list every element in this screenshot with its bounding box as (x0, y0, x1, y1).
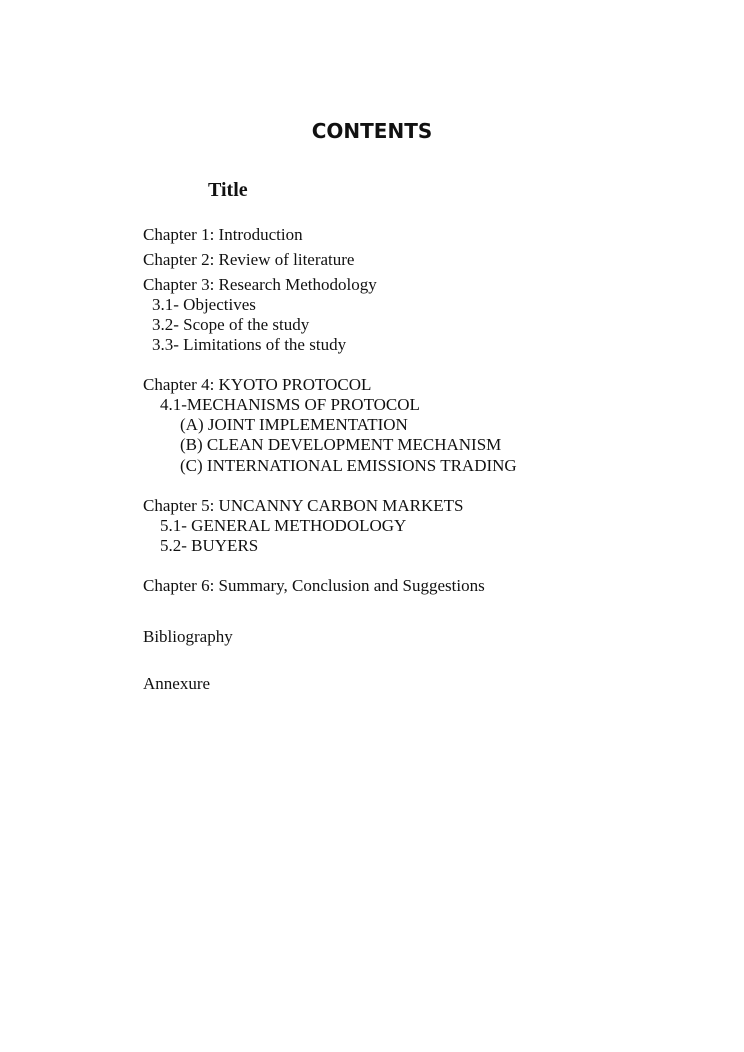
toc-bibliography: Bibliography (143, 627, 233, 646)
toc-subsection-c: (C) INTERNATIONAL EMISSIONS TRADING (180, 456, 517, 475)
page-heading: CONTENTS (311, 119, 433, 143)
toc-subsection-a: (A) JOINT IMPLEMENTATION (180, 415, 408, 434)
toc-subsection-b: (B) CLEAN DEVELOPMENT MECHANISM (180, 435, 502, 454)
toc-chapter-1: Chapter 1: Introduction (143, 225, 303, 244)
toc-section-3-3: 3.3- Limitations of the study (152, 335, 347, 354)
toc-section-3-2: 3.2- Scope of the study (152, 315, 310, 334)
toc-chapter-5: Chapter 5: UNCANNY CARBON MARKETS (143, 496, 464, 515)
toc-section-4-1: 4.1-MECHANISMS OF PROTOCOL (160, 395, 420, 414)
toc-chapter-2: Chapter 2: Review of literature (143, 250, 355, 269)
toc-annexure: Annexure (143, 674, 211, 693)
toc-chapter-3: Chapter 3: Research Methodology (143, 275, 377, 294)
toc-section-5-1: 5.1- GENERAL METHODOLOGY (160, 516, 407, 535)
toc-section-5-2: 5.2- BUYERS (160, 536, 259, 555)
toc-chapter-6: Chapter 6: Summary, Conclusion and Suggestions (143, 576, 485, 595)
toc-section-3-1: 3.1- Objectives (152, 295, 256, 314)
toc-chapter-4: Chapter 4: KYOTO PROTOCOL (143, 375, 372, 394)
column-title: Title (208, 179, 248, 201)
